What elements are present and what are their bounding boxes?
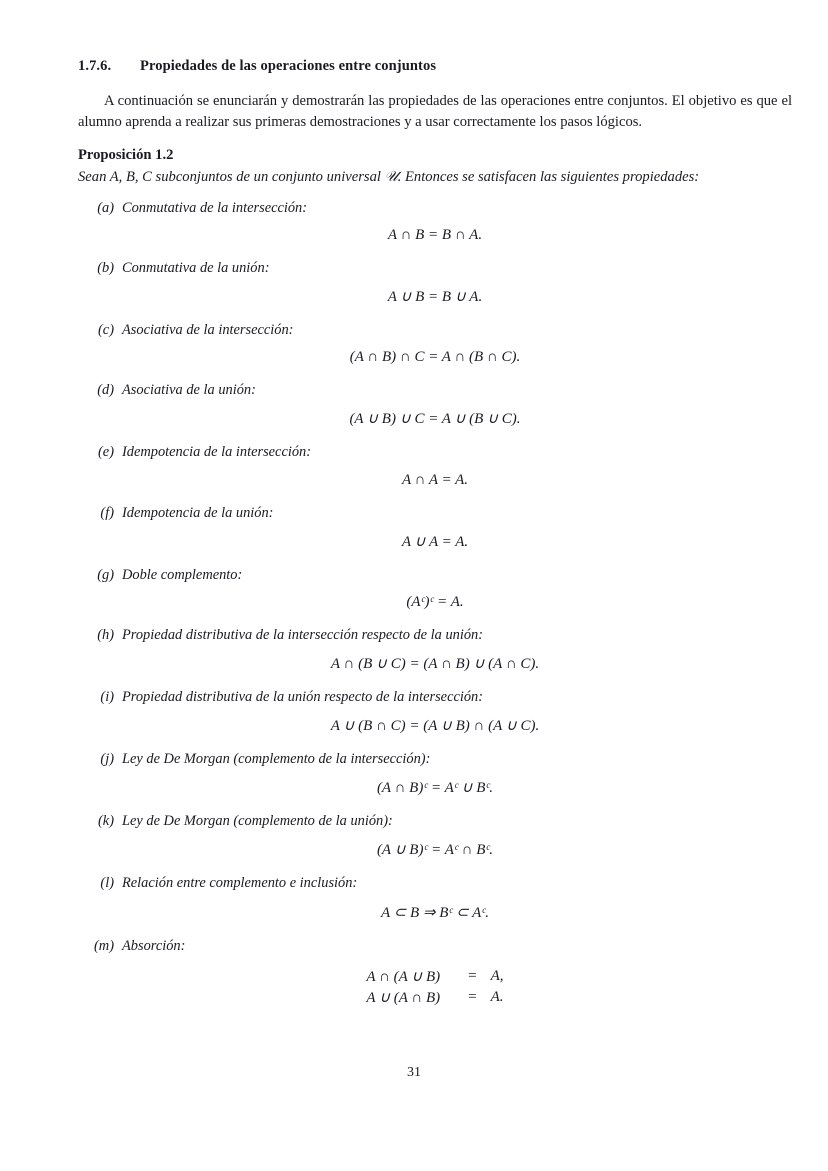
proposition-title: Proposición 1.2 (78, 147, 174, 163)
item-text: Conmutativa de la intersección: (122, 199, 308, 216)
item-label: (h) (97, 626, 114, 643)
equation-rhs: A. (490, 988, 504, 1005)
equation: A ∩ B = B ∩ A. (387, 226, 483, 243)
item-label: (e) (98, 444, 114, 461)
equation: A ∩ A = A. (401, 471, 469, 488)
item-text: Propiedad distributiva de la unión respecto de la intersección: (122, 688, 484, 705)
equation: (A ∩ B) ∩ C = A ∩ (B ∩ C). (349, 349, 521, 366)
item-text: Ley de De Morgan (complemento de la unión): (122, 813, 393, 830)
list-item (78, 380, 792, 400)
equation: A ⊂ B ⇒ Bᶜ ⊂ Aᶜ. (381, 904, 489, 921)
item-text: Idempotencia de la unión: (122, 504, 274, 521)
item-label: (m) (94, 937, 114, 954)
absorption-equations (366, 966, 503, 1008)
intro-text: A continuación se enunciarán y demostrarán las propiedades de las operaciones entre conjuntos. El objetivo es que el alumno aprenda a realizar sus primeras demostraciones y a usar correctamente los pasos lógicos. (78, 93, 792, 130)
equation-relation: = (468, 988, 477, 1005)
list-item (78, 442, 792, 462)
item-label: (d) (97, 382, 114, 399)
proposition-statement: Sean A, B, C subconjuntos de un conjunto universal 𝒰. Entonces se satisfacen las siguientes propiedades: (78, 169, 700, 185)
item-text: Propiedad distributiva de la intersección respecto de la unión: (122, 626, 484, 643)
item-text: Asociativa de la unión: (122, 382, 256, 399)
equation: A ∪ A = A. (401, 533, 469, 550)
list-item (78, 936, 792, 956)
item-text: Asociativa de la intersección: (122, 322, 294, 339)
list-item (78, 687, 792, 707)
item-label: (l) (100, 875, 114, 892)
section-title: Propiedades de las operaciones entre conjuntos (140, 58, 437, 74)
equation: (A ∪ B) ∪ C = A ∪ (B ∪ C). (349, 411, 521, 428)
list-item (78, 320, 792, 340)
item-text: Idempotencia de la intersección: (122, 444, 312, 461)
equation: (A ∪ B)ᶜ = Aᶜ ∩ Bᶜ. (376, 842, 494, 859)
equation: A ∪ (B ∩ C) = (A ∪ B) ∩ (A ∪ C). (330, 718, 540, 735)
document-page (78, 58, 792, 1014)
list-item (78, 503, 792, 523)
item-label: (j) (100, 751, 114, 768)
item-label: (c) (98, 322, 114, 339)
page-number: 31 (407, 1065, 421, 1080)
item-label: (b) (97, 259, 114, 276)
item-label: (i) (100, 688, 114, 705)
item-label: (g) (97, 566, 114, 583)
equation-rhs: A, (490, 967, 504, 984)
item-label: (k) (98, 813, 114, 830)
equation-lhs: A ∪ (A ∩ B) (366, 989, 441, 1006)
equation-row (366, 987, 503, 1008)
item-text: Absorción: (122, 937, 186, 954)
section-heading (78, 58, 792, 75)
list-item (78, 873, 792, 893)
item-label: (a) (97, 199, 114, 216)
item-text: Doble complemento: (122, 566, 243, 583)
equation: A ∪ B = B ∪ A. (387, 289, 483, 306)
equation: (Aᶜ)ᶜ = A. (406, 593, 464, 610)
list-item (78, 565, 792, 585)
equation: A ∩ (B ∪ C) = (A ∩ B) ∪ (A ∩ C). (330, 655, 540, 672)
equation: (A ∩ B)ᶜ = Aᶜ ∪ Bᶜ. (376, 780, 494, 797)
item-text: Ley de De Morgan (complemento de la intersección): (122, 751, 431, 768)
list-item (78, 749, 792, 769)
list-item (78, 258, 792, 278)
item-text: Conmutativa de la unión: (122, 259, 270, 276)
section-number: 1.7.6. (78, 58, 112, 74)
list-item (78, 625, 792, 645)
list-item (78, 811, 792, 831)
equation-lhs: A ∩ (A ∪ B) (366, 968, 441, 985)
equation-relation: = (468, 967, 477, 984)
list-item (78, 198, 792, 218)
equation-row (366, 966, 503, 987)
intro-paragraph (78, 91, 792, 133)
item-text: Relación entre complemento e inclusión: (122, 875, 358, 892)
item-label: (f) (100, 504, 114, 521)
